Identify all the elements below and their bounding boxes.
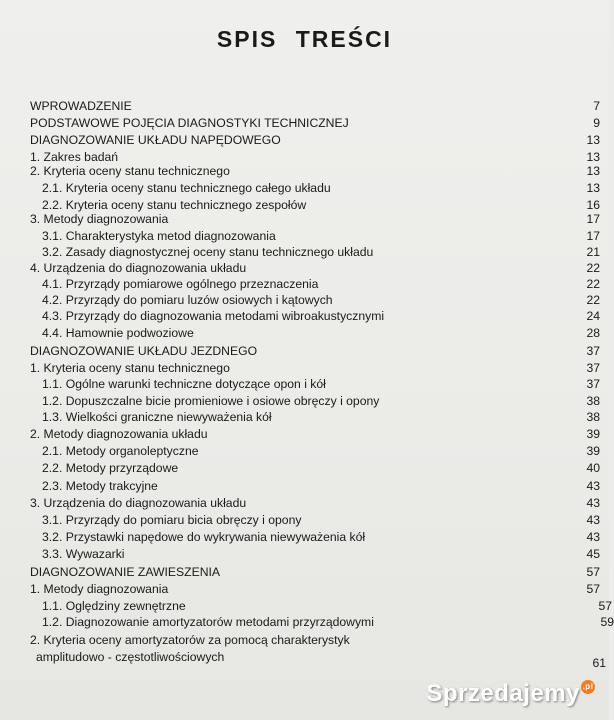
toc-entry-text: 1. Kryteria oceny stanu technicznego [30, 361, 230, 375]
toc-entry-page: 37 [586, 361, 600, 375]
watermark-text: Sprzedajemy [426, 680, 580, 707]
toc-entry-page: 22 [586, 277, 600, 291]
toc-entry-text: 4.4. Hamownie podwoziowe [42, 326, 194, 340]
toc-entry-page: 7 [593, 99, 600, 113]
page-title: SPIS TREŚCI [216, 26, 393, 52]
toc-entry-text: 2.3. Metody trakcyjne [42, 479, 158, 493]
toc-entry-page: 9 [593, 116, 600, 130]
toc-entry-text: 4.2. Przyrządy do pomiaru luzów osiowych i kątowych [42, 293, 333, 307]
toc-entry-page: 57 [586, 565, 600, 579]
toc-entry-text: 1.2. Diagnozowanie amortyzatorów metodami przyrządowymi [42, 615, 374, 629]
toc-entry-text: 3. Urządzenia do diagnozowania układu [30, 496, 247, 510]
toc-entry-text: WPROWADZENIE [30, 99, 132, 113]
toc-entry-text: 3.2. Przystawki napędowe do wykrywania niewyważenia kół [42, 530, 366, 544]
toc-entry-text: 2. Kryteria oceny stanu technicznego [30, 164, 230, 178]
toc-entry-page: 13 [586, 181, 600, 195]
toc-entry-page: 45 [586, 547, 600, 561]
toc-entry-page: 39 [586, 427, 600, 441]
toc-entry-text: 2.1. Metody organoleptyczne [42, 444, 199, 458]
toc-entry-page: 38 [586, 394, 600, 408]
toc-entry-text: 3.3. Wywazarki [42, 547, 125, 561]
toc-entry-page: 57 [586, 582, 600, 596]
toc-entry-text: 3.1. Przyrządy do pomiaru bicia obręczy i opony [42, 513, 302, 527]
toc-entry-text: 3.1. Charakterystyka metod diagnozowania [42, 229, 276, 243]
toc-entry-page: 28 [586, 326, 600, 340]
toc-entry-page: 13 [586, 150, 600, 164]
toc-entry-text: 2. Metody diagnozowania układu [30, 427, 208, 441]
toc-entry-text: PODSTAWOWE POJĘCIA DIAGNOSTYKI TECHNICZNEJ [30, 116, 349, 130]
toc-entry-page: 21 [586, 245, 600, 259]
toc-entry-page: 59 [600, 615, 614, 629]
toc-entry-text: DIAGNOZOWANIE ZAWIESZENIA [30, 565, 221, 579]
toc-entry-text: 1. Metody diagnozowania [30, 582, 169, 596]
toc-entry-text: 1.1. Oględziny zewnętrzne [42, 599, 186, 613]
toc-entry-page: 37 [586, 344, 600, 358]
toc-entry-page: 38 [586, 410, 600, 424]
toc-entry-text: 4.3. Przyrządy do diagnozowania metodami wibroakustycznymi [42, 309, 385, 323]
toc-entry-page: 13 [586, 164, 600, 178]
toc-entry-page: 39 [586, 444, 600, 458]
toc-entry-page: 17 [586, 229, 600, 243]
toc-entry-page: 43 [586, 530, 600, 544]
toc-entry-text: 3. Metody diagnozowania [30, 212, 169, 226]
toc-entry-text: amplitudowo - częstotliwościowych [36, 650, 225, 664]
toc-entry-text: 4.1. Przyrządy pomiarowe ogólnego przeznaczenia [42, 277, 319, 291]
toc-entry-text: 4. Urządzenia do diagnozowania układu [30, 261, 247, 275]
toc-entry-text: DIAGNOZOWANIE UKŁADU JEZDNEGO [30, 344, 258, 358]
toc-entry-page: 37 [586, 377, 600, 391]
toc-entry-text: 1.2. Dopuszczalne bicie promieniowe i osiowe obręczy i opony [42, 394, 380, 408]
toc-entry-page: 22 [586, 293, 600, 307]
toc-entry-page: 43 [586, 479, 600, 493]
toc-entry-page: 13 [586, 133, 600, 147]
toc-entry-page: 43 [586, 513, 600, 527]
toc-entry-page: 61 [592, 656, 606, 670]
toc-entry-text: 2.1. Kryteria oceny stanu technicznego całego układu [42, 181, 331, 195]
toc-entry-page: 57 [598, 599, 612, 613]
toc-entry-page: 16 [586, 198, 600, 212]
toc-entry-page: 24 [586, 309, 600, 323]
toc-entry-page: 40 [586, 461, 600, 475]
toc-entry-text: 1. Zakres badań [30, 150, 119, 164]
toc-entry-text: 3.2. Zasady diagnostycznej oceny stanu technicznego układu [42, 245, 374, 259]
toc-entry-page: 43 [586, 496, 600, 510]
toc-entry-text: 2.2. Kryteria oceny stanu technicznego zespołów [42, 198, 307, 212]
site-watermark [426, 680, 595, 708]
toc-entry-page: 17 [586, 212, 600, 226]
toc-entry-text: 2. Kryteria oceny amortyzatorów za pomocą charakterystyk [30, 633, 350, 647]
toc-entry-page: 22 [586, 261, 600, 275]
toc-entry-text: 2.2. Metody przyrządowe [42, 461, 179, 475]
toc-entry-text: 1.3. Wielkości graniczne niewyważenia kół [42, 410, 272, 424]
toc-entry-text: 1.1. Ogólne warunki techniczne dotyczące opon i kół [42, 377, 326, 391]
watermark-badge: .pl [581, 680, 595, 694]
toc-entry-text: DIAGNOZOWANIE UKŁADU NAPĘDOWEGO [30, 133, 281, 147]
